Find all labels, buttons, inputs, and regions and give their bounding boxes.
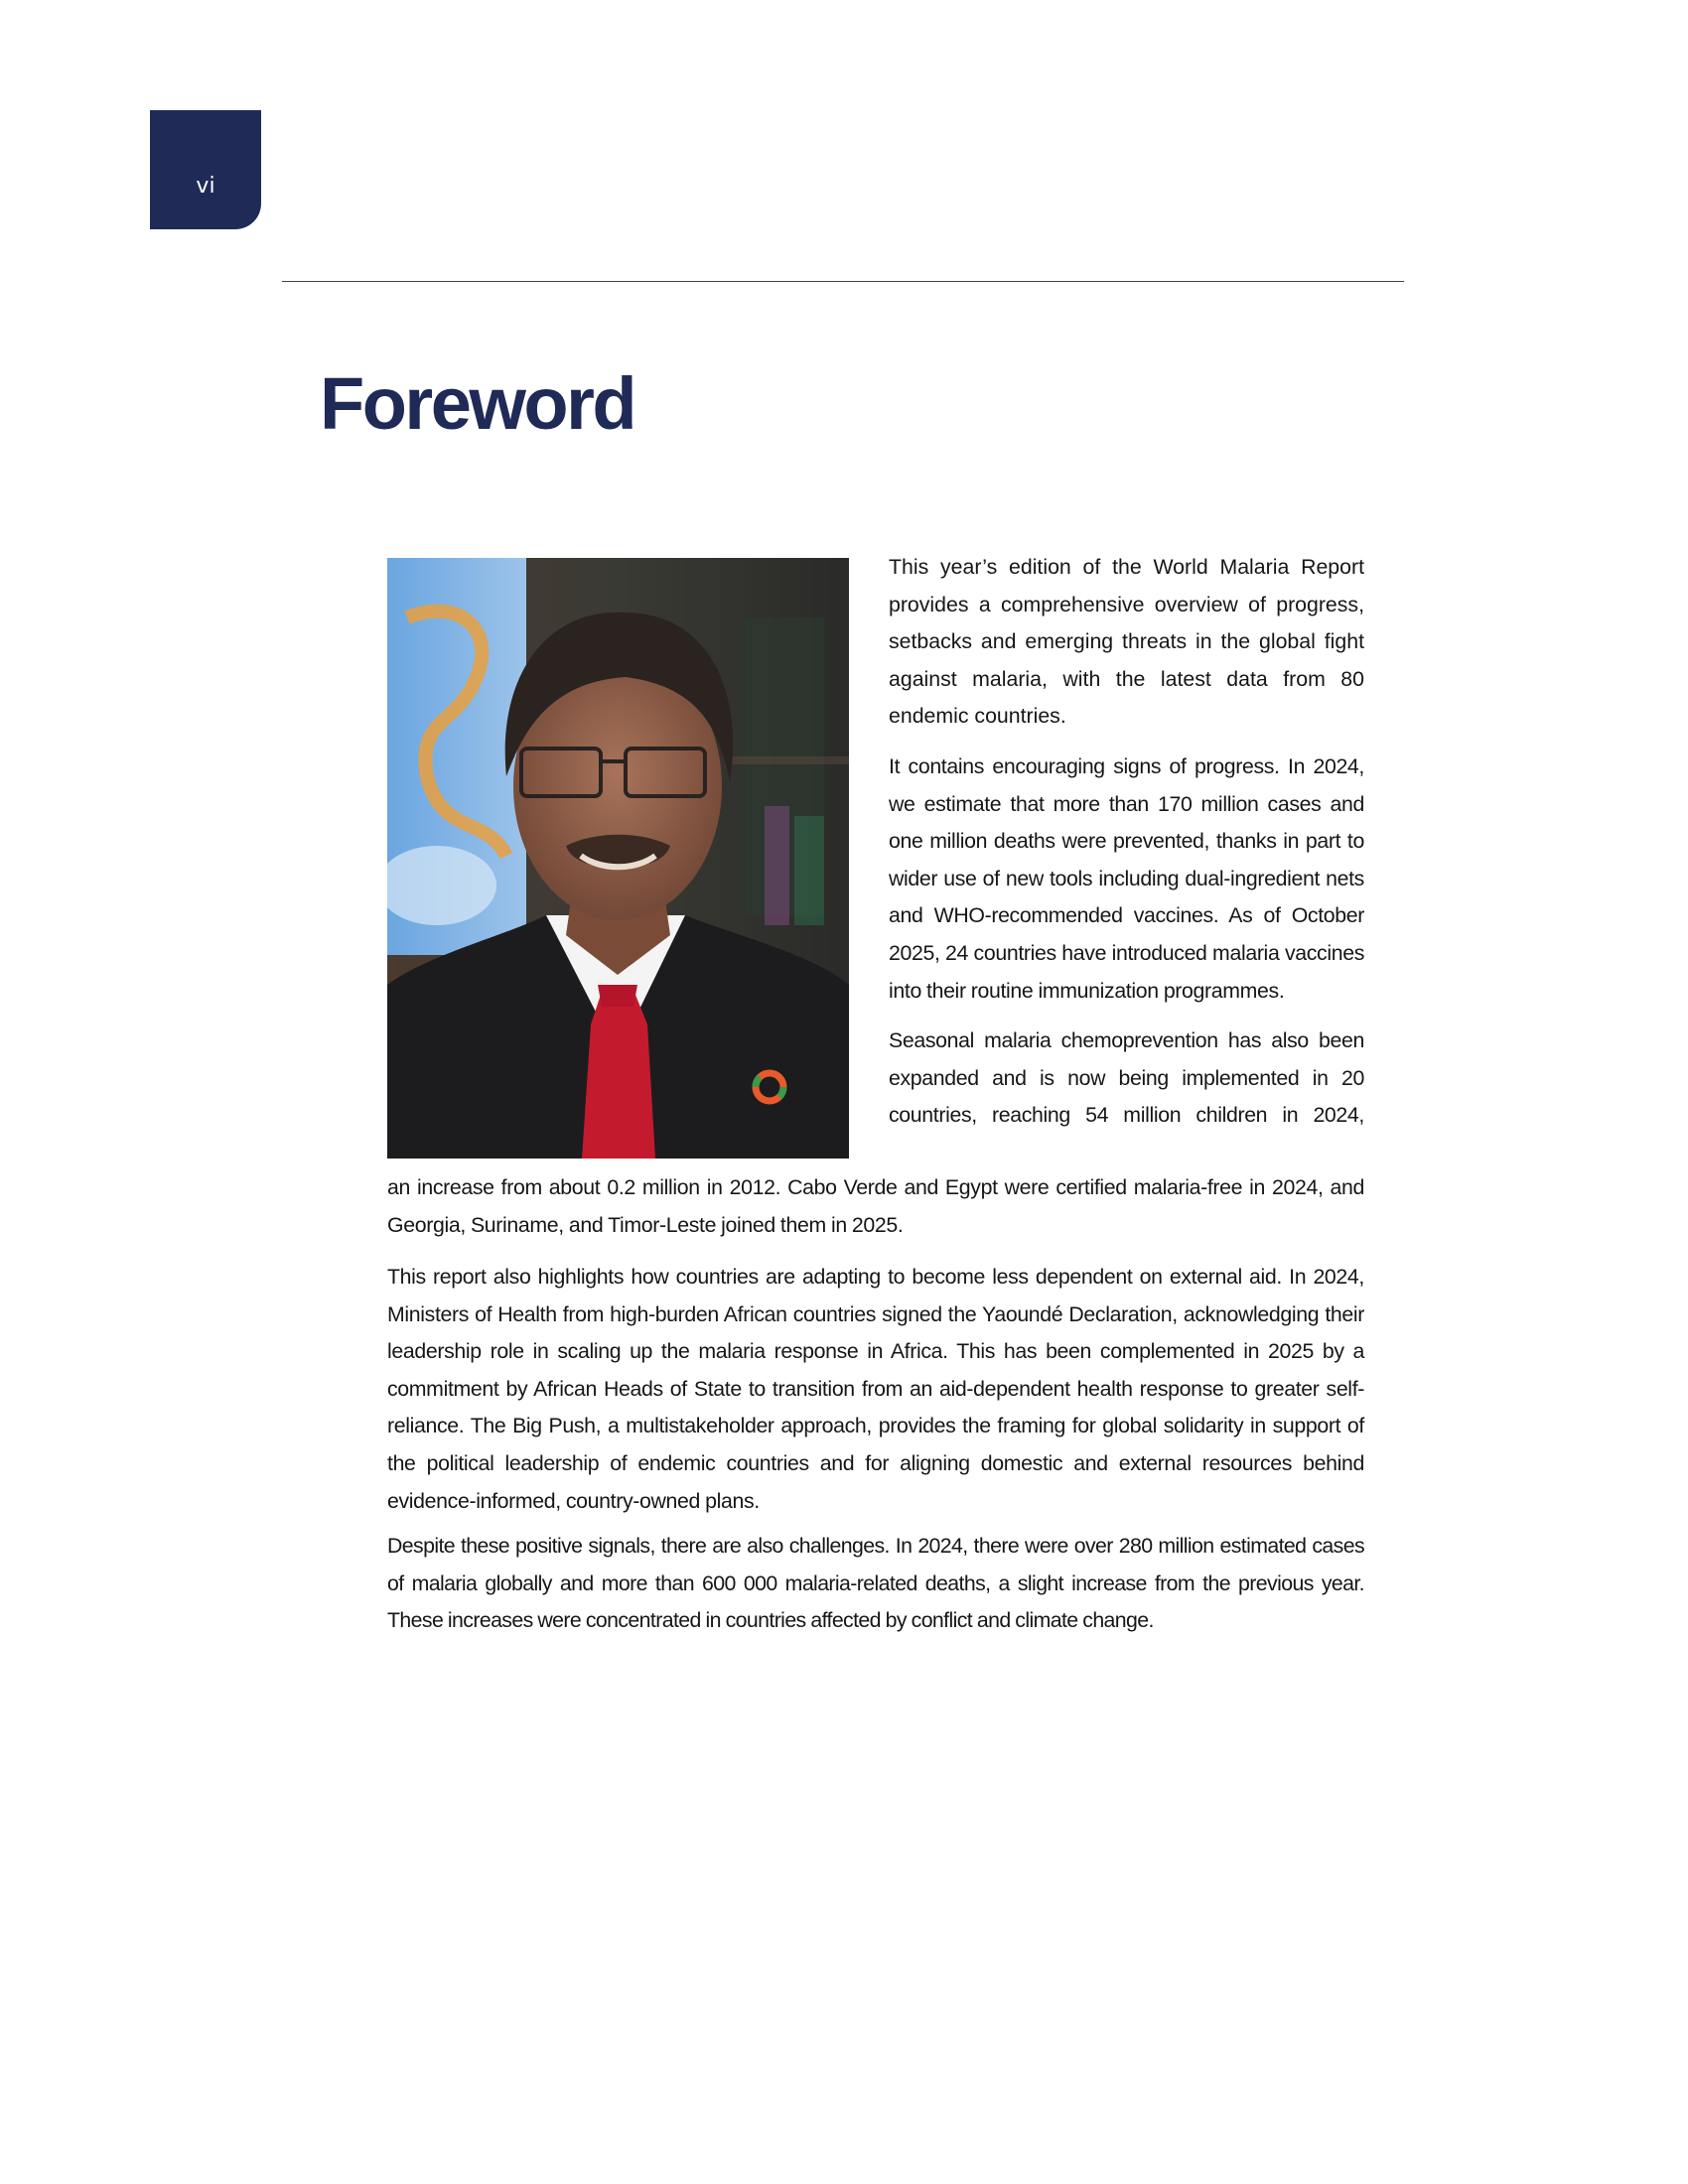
foreword-paragraph-4: This report also highlights how countries are adapting to become less dependent on external aid. In 2024, Ministers of Health from high-burden African countries signed the Yaoundé Declaration, acknowledging their leadership role in scaling up the malaria response in Africa. This has been complemented in 2025 by a commitment by African Heads of State to transition from an aid-dependent health response to greater self-reliance. The Big Push, a multistakeholder approach, provides the framing for global solidarity in support of the political leadership of endemic countries and for aligning domestic and external resources behind evidence-informed, country-owned plans. [387,1265,1364,1513]
page-title: Foreword [320,362,635,445]
foreword-paragraph-3-start: Seasonal malaria chemoprevention has also been expanded and is now being implemented in 20 countries, reaching 54 million children in 2024, [889,1028,1364,1128]
portrait-image [387,558,849,1159]
foreword-right-column [889,549,1364,1148]
foreword-paragraph-1: This year’s edition of the World Malaria Report provides a comprehensive overview of progress, setbacks and emerging threats in the global fight against malaria, with the latest data from 80 endemic countries. [889,555,1364,729]
page-number-tab [150,110,261,229]
foreword-paragraph-3-continued: an increase from about 0.2 million in 2012. Cabo Verde and Egypt were certified malaria-free in 2024, and Georgia, Suriname, and Timor-Leste joined them in 2025. [387,1175,1364,1237]
header-divider [282,281,1404,282]
foreword-paragraph-2: It contains encouraging signs of progress. In 2024, we estimate that more than 170 million cases and one million deaths were prevented, thanks in part to wider use of new tools including dual-ingredient nets and WHO-recommended vaccines. As of October 2025, 24 countries have introduced malaria vaccines into their routine immunization programmes. [889,753,1364,1003]
portrait-photo [387,558,849,1159]
foreword-paragraph-5: Despite these positive signals, there are also challenges. In 2024, there were over 280 million estimated cases of malaria globally and more than 600 000 malaria-related deaths, a slight increase from the previous year. These increases were concentrated in countries affected by conflict and climate change. [387,1534,1364,1633]
page-number: vi [196,174,215,199]
